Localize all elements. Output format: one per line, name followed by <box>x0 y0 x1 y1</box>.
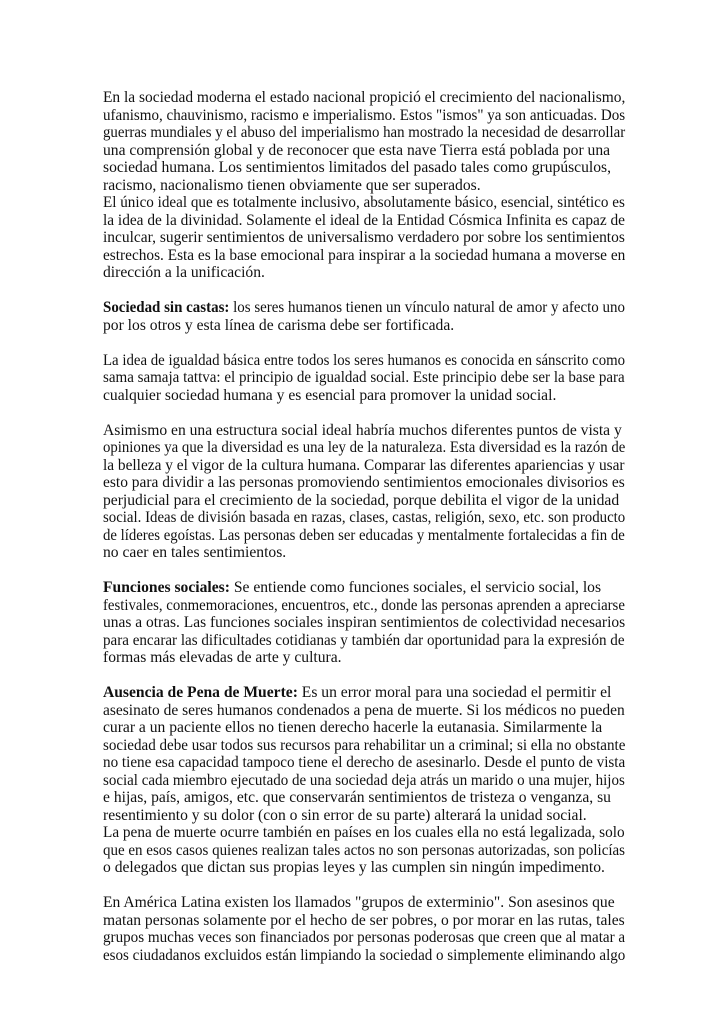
text-line: e hijas, país, amigos, etc. que conservarán sentimientos de tristeza o venganza, su <box>103 789 611 806</box>
paragraph-grupos-de-exterminio <box>103 894 663 964</box>
text-line: para encarar las dificultades cotidianas y también dar oportunidad para la expresión de <box>103 631 625 649</box>
text-line: sama samaja tattva: el principio de igualdad social. Este principio debe ser la base para <box>103 369 625 386</box>
section-heading: Sociedad sin castas: <box>103 299 230 316</box>
text-line: unas a otras. Las funciones sociales inspiran sentimientos de colectividad necesarios <box>103 614 626 631</box>
text-line: esos ciudadanos excluidos están limpiando la sociedad o simplemente eliminando algo <box>103 946 626 964</box>
document-page <box>103 89 663 982</box>
text-line <box>103 299 640 317</box>
text-line <box>103 579 663 597</box>
text-line: Asimismo en una estructura social ideal habría muchos diferentes puntos de vista y <box>103 421 622 439</box>
text-line: festivales, conmemoraciones, encuentros, etc., donde las personas aprenden a apreciarse <box>103 596 625 614</box>
text-line: de líderes egoístas. Las personas deben ser educadas y mentalmente fortalecidas a fin de <box>103 526 625 544</box>
text-line: En la sociedad moderna el estado nacional propició el crecimiento del nacionalismo, <box>103 89 626 106</box>
text-line: asesinato de seres humanos condenados a pena de muerte. Si los médicos no pueden <box>103 701 625 719</box>
text-line <box>103 684 663 702</box>
section-heading: Ausencia de Pena de Muerte: <box>103 684 298 701</box>
paragraph-nationalism <box>103 89 663 282</box>
text-run: los seres humanos tienen un vínculo natural de amor y afecto uno <box>229 299 625 316</box>
text-line: una comprensión global y de reconocer que esta nave Tierra está poblada por una <box>103 141 611 159</box>
text-line: grupos muchas veces son financiados por personas poderosas que creen que al matar a <box>103 929 626 946</box>
text-line: guerras mundiales y el abuso del imperialismo han mostrado la necesidad de desarrollar <box>103 124 626 141</box>
text-line: por los otros y esta línea de carisma debe ser fortificada. <box>103 316 455 334</box>
text-line: no caer en tales sentimientos. <box>103 544 287 561</box>
paragraph-sociedad-sin-castas <box>103 299 663 334</box>
text-line: inculcar, sugerir sentimientos de universalismo verdadero por sobre los sentimientos <box>103 229 625 246</box>
paragraph-funciones-sociales <box>103 579 663 667</box>
text-line: racismo, nacionalismo tienen obviamente que ser superados. <box>103 176 481 194</box>
section-heading: Funciones sociales: <box>103 579 230 596</box>
text-line: La pena de muerte ocurre también en países en los cuales ella no está legalizada, solo <box>103 824 625 841</box>
text-line: La idea de igualdad básica entre todos los seres humanos es conocida en sánscrito como <box>103 351 626 369</box>
text-line: esto para dividir a las personas promoviendo sentimientos emocionales divisorios es <box>103 474 625 491</box>
text-line: matan personas solamente por el hecho de ser pobres, o por morar en las rutas, tales <box>103 911 625 929</box>
text-line: la belleza y el vigor de la cultura humana. Comparar las diferentes apariencias y usar <box>103 456 625 474</box>
text-line: sociedad humana. Los sentimientos limitados del pasado tales como grupúsculos, <box>103 159 611 176</box>
text-line: En América Latina existen los llamados "grupos de exterminio". Son asesinos que <box>103 894 615 911</box>
text-run: Es un error moral para una sociedad el permitir el <box>297 684 612 701</box>
text-line: la idea de la divinidad. Solamente el ideal de la Entidad Cósmica Infinita es capaz de <box>103 211 625 229</box>
text-line: sociedad debe usar todos sus recursos para rehabilitar un a criminal; si ella no obstante <box>103 736 626 754</box>
text-line: formas más elevadas de arte y cultura. <box>103 649 342 666</box>
paragraph-igualdad-basica <box>103 352 663 405</box>
text-line: resentimiento y su dolor (con o sin error de su parte) alterará la unidad social. <box>103 806 587 824</box>
text-line: que en esos casos quienes realizan tales actos no son personas autorizadas, son policías <box>103 841 626 859</box>
text-line: estrechos. Esta es la base emocional para inspirar a la sociedad humana a moverse en <box>103 246 626 264</box>
text-line: opiniones ya que la diversidad es una ley de la naturaleza. Esta diversidad es la razón de <box>103 439 626 456</box>
text-run: Se entiende como funciones sociales, el servicio social, los <box>229 579 602 596</box>
text-line: o delegados que dictan sus propias leyes y las cumplen sin ningún impedimento. <box>103 859 605 876</box>
text-line: no tiene esa capacidad tampoco tiene el derecho de asesinarlo. Desde el punto de vista <box>103 754 626 771</box>
text-line: perjudicial para el crecimiento de la sociedad, porque debilita el vigor de la unidad <box>103 491 620 509</box>
paragraph-pena-de-muerte <box>103 684 663 877</box>
text-line: El único ideal que es totalmente inclusivo, absolutamente básico, esencial, sintético es <box>103 194 625 211</box>
text-line: ufanismo, chauvinismo, racismo e imperialismo. Estos "ismos" ya son anticuadas. Dos <box>103 106 626 124</box>
text-line: social cada miembro ejecutado de una sociedad deja atrás un marido o una mujer, hijos <box>103 771 625 789</box>
text-line: curar a un paciente ellos no tienen derecho hacerle la eutanasia. Similarmente la <box>103 719 603 736</box>
text-line: cualquier sociedad humana y es esencial para promover la unidad social. <box>103 386 557 404</box>
text-line: dirección a la unificación. <box>103 264 265 281</box>
text-line: social. Ideas de división basada en razas, clases, castas, religión, sexo, etc. son producto <box>103 509 626 526</box>
paragraph-diversidad <box>103 422 663 562</box>
